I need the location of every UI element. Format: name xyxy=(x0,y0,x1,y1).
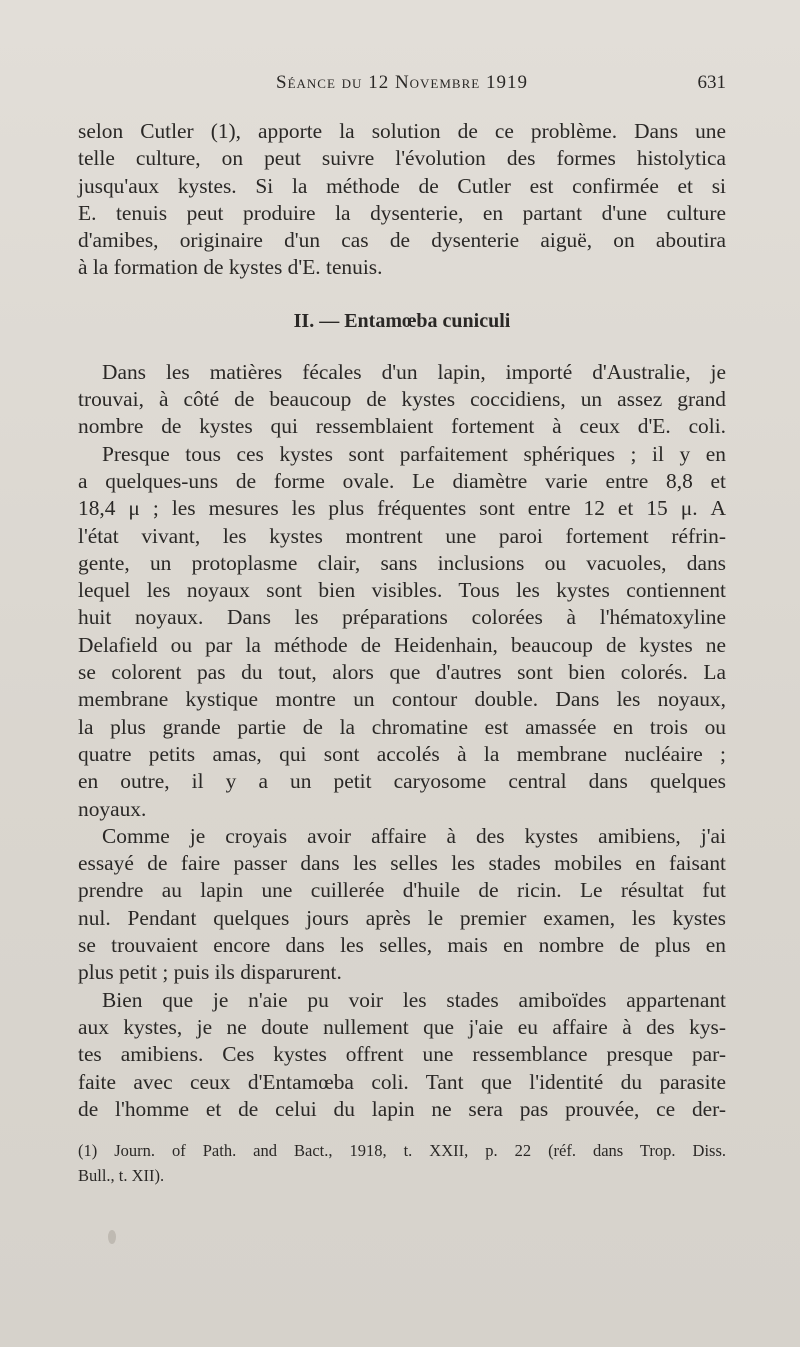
text-line: huit noyaux. Dans les préparations colorées à l'hématoxyline xyxy=(78,605,726,630)
text-line: l'état vivant, les kystes montrent une paroi fortement réfrin- xyxy=(78,523,726,548)
paper-stain xyxy=(108,1230,116,1244)
page-header xyxy=(78,72,726,100)
text-line: membrane kystique montre un contour double. Dans les noyaux, xyxy=(78,687,726,712)
footnote xyxy=(78,1138,726,1188)
text-line: la plus grande partie de la chromatine est amassée en trois ou xyxy=(78,714,726,739)
text-line: tes amibiens. Ces kystes offrent une ressemblance presque par- xyxy=(78,1042,726,1067)
text-line: de l'homme et de celui du lapin ne sera pas prouvée, ce der- xyxy=(78,1096,726,1121)
text-line: aux kystes, je ne doute nullement que j'aie eu affaire à des kys- xyxy=(78,1014,726,1039)
footnote-line: Bull., t. XII). xyxy=(78,1166,165,1185)
text-line: selon Cutler (1), apporte la solution de ce problème. Dans une xyxy=(78,119,726,143)
text-line: Comme je croyais avoir affaire à des kystes amibiens, j'ai xyxy=(102,823,726,848)
text-line: essayé de faire passer dans les selles les stades mobiles en faisant xyxy=(78,851,726,876)
section-heading: II. — Entamœba cuniculi xyxy=(293,309,511,332)
text-line: quatre petits amas, qui sont accolés à la membrane nucléaire ; xyxy=(78,741,726,766)
text-line: Presque tous ces kystes sont parfaitement sphériques ; il y en xyxy=(102,441,726,466)
text-line: lequel les noyaux sont bien visibles. Tous les kystes contiennent xyxy=(78,578,726,603)
text-line: Delafield ou par la méthode de Heidenhain, beaucoup de kystes ne xyxy=(78,632,726,657)
text-line: faite avec ceux d'Entamœba coli. Tant que l'identité du parasite xyxy=(78,1069,726,1094)
text-line: noyaux. xyxy=(78,796,147,821)
running-title: Séance du 12 Novembre 1919 xyxy=(276,72,528,93)
text-line: se trouvaient encore dans les selles, mais en nombre de plus en xyxy=(78,933,726,958)
text-line: plus petit ; puis ils disparurent. xyxy=(78,960,342,985)
text-line: 18,4 μ ; les mesures les plus fréquentes sont entre 12 et 15 μ. A xyxy=(78,496,726,521)
text-line: E. tenuis peut produire la dysenterie, en partant d'une culture xyxy=(78,200,726,225)
main-text xyxy=(78,118,726,1123)
footnote-line: (1) Journ. of Path. and Bact., 1918, t. XXII, p. 22 (réf. dans Trop. Diss. xyxy=(78,1141,726,1160)
text-line: trouvai, à côté de beaucoup de kystes coccidiens, un assez grand xyxy=(78,387,726,412)
text-line: jusqu'aux kystes. Si la méthode de Cutler est confirmée et si xyxy=(78,173,726,198)
text-line: nombre de kystes qui ressemblaient fortement à ceux d'E. coli. xyxy=(78,414,726,439)
text-line: telle culture, on peut suivre l'évolution des formes histolytica xyxy=(78,146,726,171)
text-line: Dans les matières fécales d'un lapin, importé d'Australie, je xyxy=(102,359,726,384)
text-line: prendre au lapin une cuillerée d'huile de ricin. Le résultat fut xyxy=(78,878,726,903)
text-line: gente, un protoplasme clair, sans inclusions ou vacuoles, dans xyxy=(78,550,726,575)
page-number: 631 xyxy=(697,72,726,93)
text-line: Bien que je n'aie pu voir les stades amiboïdes appartenant xyxy=(102,987,726,1012)
text-line: en outre, il y a un petit caryosome central dans quelques xyxy=(78,769,726,794)
text-line: nul. Pendant quelques jours après le premier examen, les kystes xyxy=(78,905,726,930)
text-line: se colorent pas du tout, alors que d'autres sont bien colorés. La xyxy=(78,660,726,685)
text-line: d'amibes, originaire d'un cas de dysenterie aiguë, on aboutira xyxy=(78,228,726,253)
text-line: à la formation de kystes d'E. tenuis. xyxy=(78,255,383,280)
text-line: a quelques-uns de forme ovale. Le diamètre varie entre 8,8 et xyxy=(78,468,726,493)
